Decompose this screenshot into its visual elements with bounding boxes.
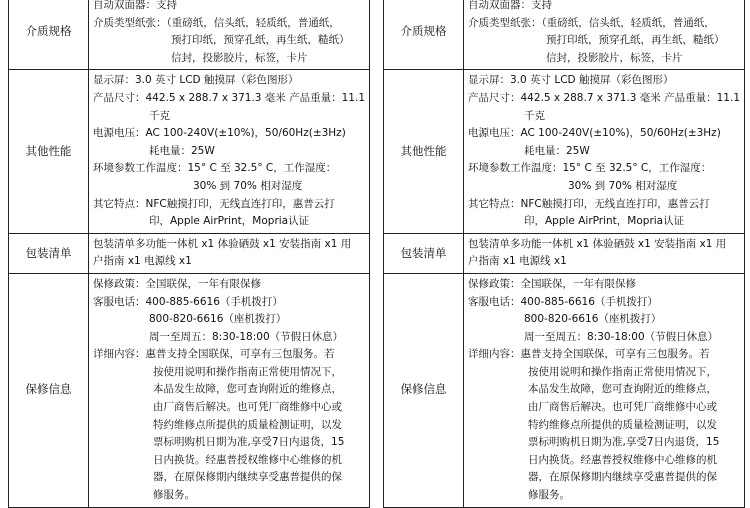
content-package [464,233,745,273]
warranty-line: 器，在原保修期内继续享受惠普提供的保 [528,471,717,484]
media-line: 预打印纸，预穿孔纸，再生纸，糙纸） [546,34,725,47]
package-line: 户指南 x1 电源线 x1 [93,255,192,268]
warranty-line: 客服电话：400-885-6616（手机拨打） [93,295,283,308]
warranty-line: 票标明购机日期为准,享受7日内退货，15 [528,436,720,449]
label-warranty: 保修信息 [9,273,89,507]
row-package [9,233,370,273]
other-line: 电源电压：AC 100-240V(±10%)，50/60Hz(±3Hz) [93,127,346,140]
warranty-line: 日内换货。经惠普授权维修中心维修的机 [528,453,717,466]
media-line: 信封，投影胶片，标签，卡片 [546,51,683,64]
warranty-line: 票标明购机日期为准,享受7日内退货，15 [153,436,345,449]
warranty-line: 详细内容：惠普支持全国联保，可享有三包服务。若 [93,348,335,361]
other-line: 耗电量：25W [149,144,215,157]
content-media [89,0,370,70]
row-media [384,0,745,70]
warranty-line: 按使用说明和操作指南正常使用情况下， [528,365,717,378]
media-line: 介质类型纸张：（重磅纸，信头纸，轻质纸，普通纸， [468,16,715,29]
spec-table-right [383,0,745,508]
label-package: 包装清单 [384,233,464,273]
content-media [464,0,745,70]
package-line: 包装清单多功能一体机 x1 体验硒鼓 x1 安装指南 x1 用 [468,237,727,250]
other-line: 印，Apple AirPrint，Mopria认证 [524,215,685,228]
content-warranty [464,273,745,507]
warranty-line: 日内换货。经惠普授权维修中心维修的机 [153,453,342,466]
warranty-line: 详细内容：惠普支持全国联保，可享有三包服务。若 [468,348,710,361]
warranty-line: 周一至周五：8:30-18:00（节假日休息） [149,330,344,343]
warranty-line: 特约维修点所提供的质量检测证明，以发 [528,418,717,431]
media-line: 自动双面器：支持 [93,0,177,11]
row-other [9,70,370,233]
row-warranty [384,273,745,507]
warranty-line: 周一至周五：8:30-18:00（节假日休息） [524,330,719,343]
content-other [89,70,370,233]
warranty-line: 修服务。 [153,489,195,502]
warranty-line: 特约维修点所提供的质量检测证明，以发 [153,418,342,431]
other-line: 产品尺寸：442.5 x 288.7 x 371.3 毫米 产品重量：11.1 [93,91,365,104]
other-line: 电源电压：AC 100-240V(±10%)，50/60Hz(±3Hz) [468,127,721,140]
content-package [89,233,370,273]
label-other: 其他性能 [9,70,89,233]
other-line: 印，Apple AirPrint，Mopria认证 [149,215,310,228]
warranty-line: 本品发生故障，您可查询附近的维修点， [528,383,717,396]
row-other [384,70,745,233]
media-line: 信封，投影胶片，标签，卡片 [171,51,308,64]
media-line: 介质类型纸张：（重磅纸，信头纸，轻质纸，普通纸， [93,16,340,29]
spec-table [8,0,370,508]
content-warranty [89,273,370,507]
warranty-line: 保修政策：全国联保，一年有限保修 [468,277,636,290]
warranty-line: 本品发生故障，您可查询附近的维修点， [153,383,342,396]
other-line: 耗电量：25W [524,144,590,157]
warranty-line: 由厂商售后解决。也可凭厂商维修中心或 [528,401,717,414]
warranty-line: 按使用说明和操作指南正常使用情况下， [153,365,342,378]
package-line: 户指南 x1 电源线 x1 [468,255,567,268]
other-line: 30% 到 70% 相对湿度 [568,179,678,192]
other-line: 显示屏：3.0 英寸 LCD 触摸屏（彩色图形） [468,74,674,87]
other-line: 其它特点：NFC触摸打印，无线直连打印，惠普云打 [93,197,335,210]
label-package: 包装清单 [9,233,89,273]
label-warranty: 保修信息 [384,273,464,507]
warranty-line: 800-820-6616（座机拨打） [149,313,287,326]
other-line: 千克 [149,109,170,122]
warranty-line: 修服务。 [528,489,570,502]
warranty-line: 800-820-6616（座机拨打） [524,313,662,326]
row-warranty [9,273,370,507]
other-line: 环境参数工作温度：15° C 至 32.5° C，工作湿度： [93,162,337,175]
label-media: 介质规格 [384,0,464,70]
content-other [464,70,745,233]
label-other: 其他性能 [384,70,464,233]
spec-table-left [8,0,370,508]
other-line: 显示屏：3.0 英寸 LCD 触摸屏（彩色图形） [93,74,299,87]
media-line: 自动双面器：支持 [468,0,552,11]
spec-table [383,0,745,508]
other-line: 环境参数工作温度：15° C 至 32.5° C，工作湿度： [468,162,712,175]
warranty-line: 器，在原保修期内继续享受惠普提供的保 [153,471,342,484]
row-package [384,233,745,273]
other-line: 产品尺寸：442.5 x 288.7 x 371.3 毫米 产品重量：11.1 [468,91,740,104]
row-media [9,0,370,70]
warranty-line: 保修政策：全国联保，一年有限保修 [93,277,261,290]
package-line: 包装清单多功能一体机 x1 体验硒鼓 x1 安装指南 x1 用 [93,237,352,250]
other-line: 其它特点：NFC触摸打印，无线直连打印，惠普云打 [468,197,710,210]
label-media: 介质规格 [9,0,89,70]
other-line: 30% 到 70% 相对湿度 [193,179,303,192]
media-line: 预打印纸，预穿孔纸，再生纸，糙纸） [171,34,350,47]
warranty-line: 由厂商售后解决。也可凭厂商维修中心或 [153,401,342,414]
other-line: 千克 [524,109,545,122]
warranty-line: 客服电话：400-885-6616（手机拨打） [468,295,658,308]
